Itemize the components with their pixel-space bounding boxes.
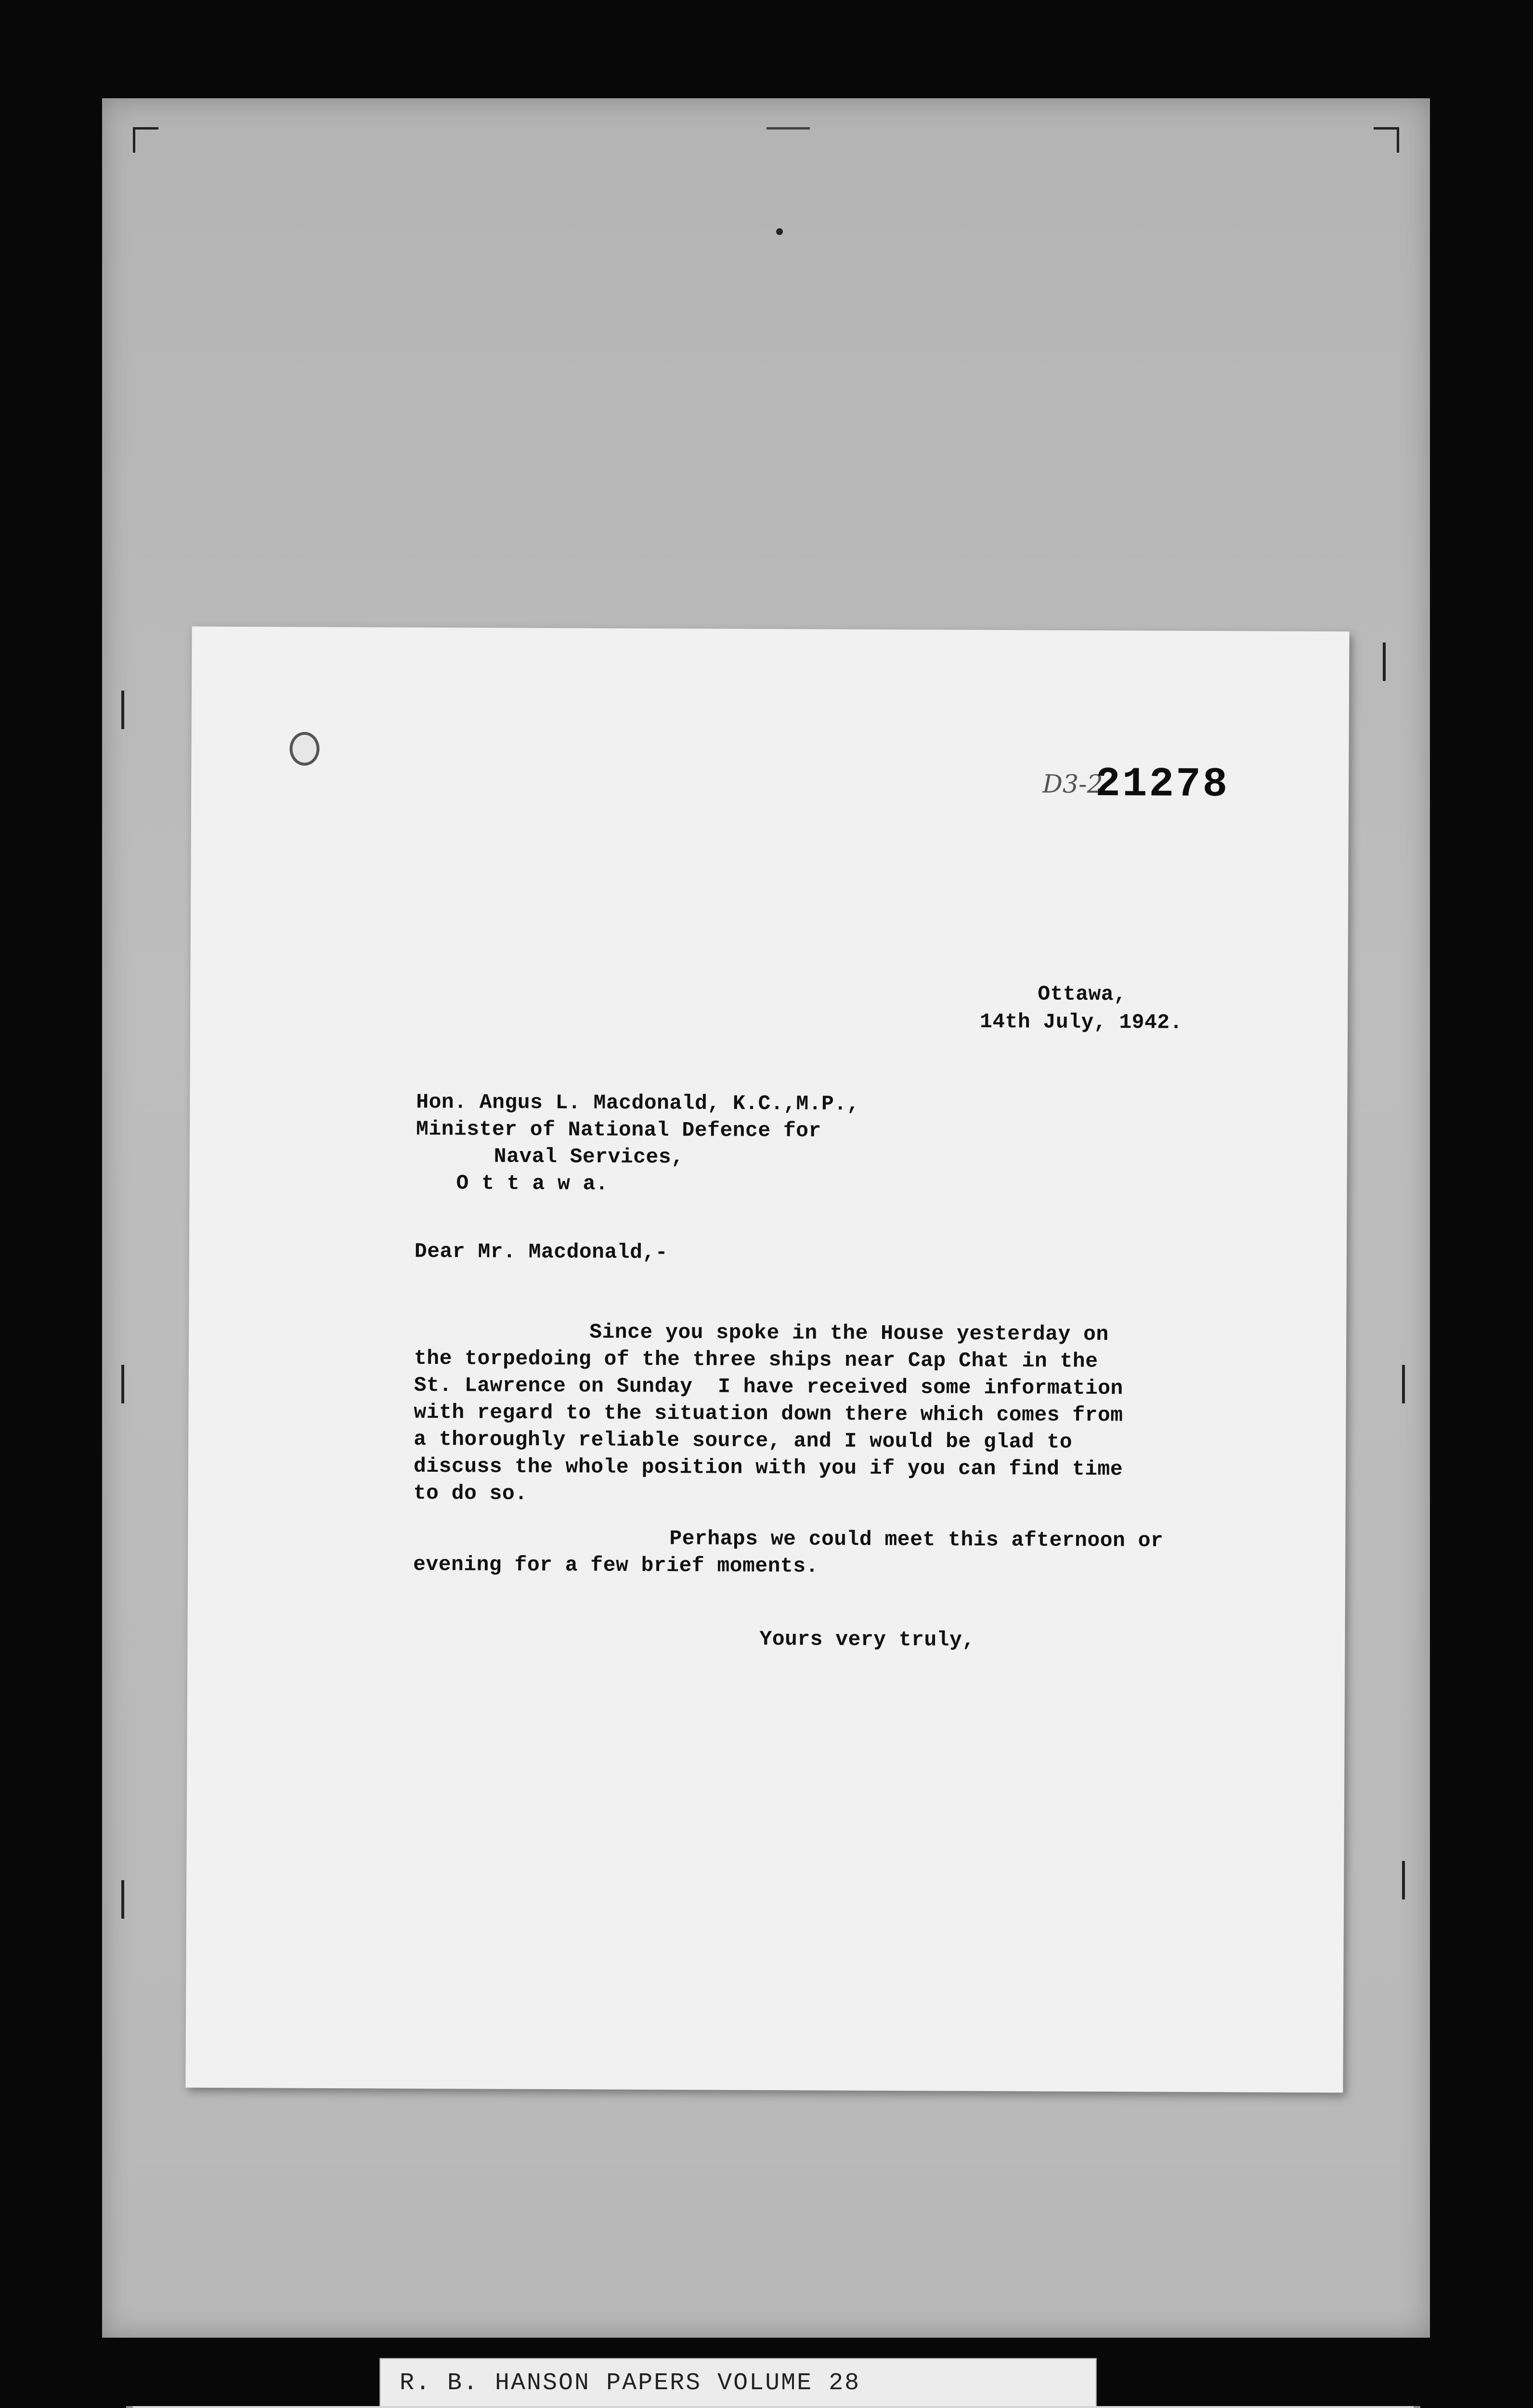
- body-line: a thoroughly reliable source, and I would be glad to: [414, 1427, 1073, 1454]
- reference-number: 21278: [1095, 760, 1230, 809]
- registration-tick: [121, 1880, 124, 1919]
- body-line: with regard to the situation down there which comes from: [414, 1400, 1123, 1427]
- body-line: Perhaps we could meet this afternoon or: [669, 1527, 1164, 1553]
- salutation: Dear Mr. Macdonald,-: [414, 1239, 668, 1265]
- top-center-mark: [766, 127, 810, 130]
- registration-tick: [1402, 1365, 1405, 1403]
- body-line: discuss the whole position with you if you can find time: [413, 1454, 1123, 1481]
- body-line: evening for a few brief moments.: [413, 1552, 818, 1578]
- registration-tick: [1383, 642, 1386, 681]
- reference-note: D3-2: [1042, 770, 1103, 799]
- date: 14th July, 1942.: [979, 1009, 1183, 1034]
- body-line: the torpedoing of the three ships near Cap Chat in the: [414, 1346, 1098, 1373]
- collection-label: [379, 2358, 1097, 2408]
- body-line: St. Lawrence on Sunday I have received some information: [414, 1373, 1123, 1400]
- mount-dot: [776, 228, 783, 235]
- registration-tick: [1402, 1861, 1405, 1899]
- addressee-line: O t t a w a.: [456, 1171, 609, 1196]
- addressee-line: Hon. Angus L. Macdonald, K.C.,M.P.,: [416, 1090, 860, 1116]
- corner-mark-top-right: [1374, 127, 1399, 153]
- body-line: to do so.: [413, 1481, 528, 1505]
- public-archives-card: [126, 2406, 1420, 2408]
- collection-label-text: R. B. HANSON PAPERS VOLUME 28: [400, 2369, 861, 2397]
- registration-tick: [121, 1365, 124, 1403]
- punch-hole: [289, 732, 319, 766]
- addressee-line: Naval Services,: [494, 1144, 684, 1169]
- addressee-line: Minister of National Defence for: [416, 1117, 821, 1143]
- place: Ottawa,: [1038, 982, 1127, 1007]
- corner-mark-top-left: [133, 127, 158, 153]
- registration-tick: [121, 691, 124, 729]
- letter-page: [185, 627, 1349, 2093]
- body-line: Since you spoke in the House yesterday on: [589, 1320, 1109, 1347]
- archive-mount-board: [102, 98, 1430, 2338]
- closing: Yours very truly,: [759, 1627, 975, 1652]
